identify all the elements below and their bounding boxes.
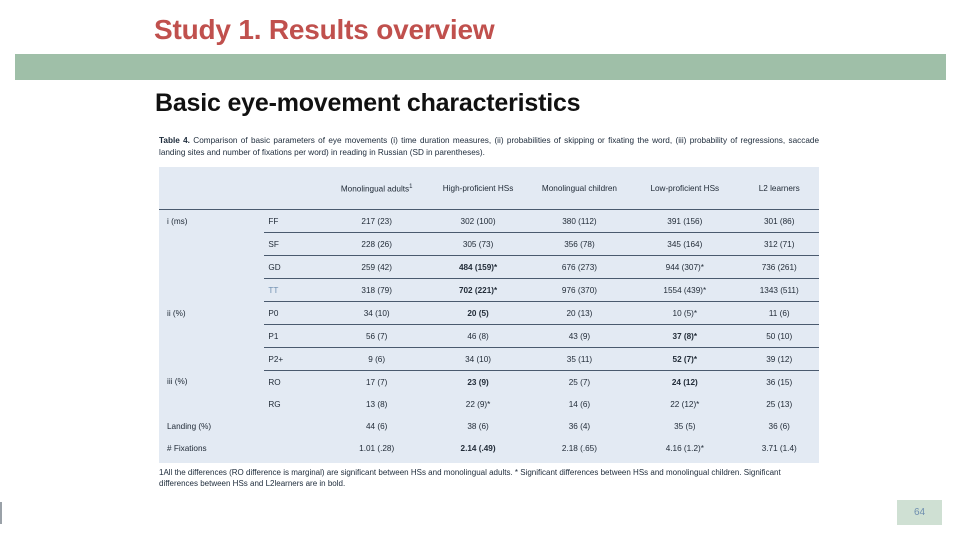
header-monolingual-adults-label: Monolingual adults	[340, 184, 410, 194]
table-cell: 4.16 (1.2)*	[665, 443, 704, 453]
header-measure	[264, 167, 326, 210]
table-cell: 2.14 (.49)	[460, 443, 496, 453]
group-label: ii (%)	[167, 308, 186, 318]
table-row	[159, 437, 819, 459]
table-cell: 36 (15)	[739, 371, 819, 394]
results-table-container	[159, 167, 819, 463]
table-footnote: 1All the differences (RO difference is marginal) are significant between HSs and monolingual adults. * Significant differences between HSs and monolingual children. Significant differences between HSs and L2learners are in bold.	[159, 468, 781, 488]
table-cell: 318 (79)	[326, 279, 427, 302]
table-cell: 736 (261)	[739, 256, 819, 279]
header-low-proficient-hss: Low-proficient HSs	[630, 167, 739, 210]
table-cell: 25 (13)	[766, 399, 793, 409]
table-cell: 34 (10)	[326, 302, 427, 325]
slide-title: Study 1. Results overview	[154, 14, 495, 45]
group-label: i (ms)	[167, 216, 188, 226]
table-cell: 35 (5)	[674, 421, 696, 431]
table-cell: 976 (370)	[529, 279, 630, 302]
measure-label: FF	[264, 210, 326, 233]
table-cell: 56 (7)	[326, 325, 427, 348]
table-cell: 2.18 (.65)	[561, 443, 597, 453]
table-row	[159, 393, 819, 415]
table-cell: 38 (6)	[467, 421, 489, 431]
table-cell: 302 (100)	[427, 210, 528, 233]
table-row	[159, 256, 819, 279]
table-row	[159, 348, 819, 371]
table-cell: 356 (78)	[529, 233, 630, 256]
table-row	[159, 279, 819, 302]
measure-label: TT	[264, 279, 326, 302]
table-cell: 46 (8)	[427, 325, 528, 348]
measure-label: GD	[264, 256, 326, 279]
measure-label: SF	[264, 233, 326, 256]
table-caption-label: Table 4.	[159, 136, 190, 145]
measure-label: P0	[264, 302, 326, 325]
table-cell: 702 (221)*	[427, 279, 528, 302]
table-cell: 20 (5)	[427, 302, 528, 325]
table-cell: 676 (273)	[529, 256, 630, 279]
table-caption	[159, 135, 819, 159]
table-cell: 380 (112)	[529, 210, 630, 233]
table-cell: 305 (73)	[427, 233, 528, 256]
table-cell: 11 (6)	[739, 302, 819, 325]
table-row	[159, 210, 819, 233]
header-group	[159, 167, 264, 210]
table-cell: 484 (159)*	[427, 256, 528, 279]
table-cell: 22 (9)*	[465, 399, 491, 409]
table-cell: 43 (9)	[529, 325, 630, 348]
table-cell: 10 (5)*	[630, 302, 739, 325]
group-label	[159, 325, 264, 348]
table-cell: 50 (10)	[739, 325, 819, 348]
table-cell: 17 (7)	[326, 371, 427, 394]
table-cell: 1343 (511)	[739, 279, 819, 302]
table-cell: 24 (12)	[630, 371, 739, 394]
measure-label: RO	[264, 371, 326, 394]
group-label: Landing (%)	[167, 421, 212, 431]
table-row	[159, 325, 819, 348]
table-cell: 1554 (439)*	[630, 279, 739, 302]
group-label	[159, 348, 264, 371]
table-cell: 3.71 (1.4)	[761, 443, 797, 453]
header-high-proficient-hss: High-proficient HSs	[427, 167, 528, 210]
table-cell: 228 (26)	[326, 233, 427, 256]
table-cell: 217 (23)	[326, 210, 427, 233]
table-cell: 9 (6)	[326, 348, 427, 371]
group-label	[159, 393, 264, 415]
table-cell: 22 (12)*	[670, 399, 700, 409]
measure-label: P1	[264, 325, 326, 348]
title-band	[15, 54, 946, 80]
group-label	[159, 279, 264, 302]
table-cell: 35 (11)	[529, 348, 630, 371]
table-cell: 39 (12)	[739, 348, 819, 371]
table-cell: 14 (6)	[568, 399, 591, 409]
measure-label	[264, 437, 326, 459]
table-row	[159, 233, 819, 256]
table-cell: 391 (156)	[630, 210, 739, 233]
table-cell: 345 (164)	[630, 233, 739, 256]
group-label	[159, 256, 264, 279]
left-edge-mark	[0, 502, 2, 524]
table-row	[159, 371, 819, 394]
measure-label: RG	[268, 399, 281, 409]
table-cell: 44 (6)	[365, 421, 388, 431]
header-l2-learners: L2 learners	[739, 167, 819, 210]
header-footnote-mark: 1	[409, 183, 413, 190]
table-cell: 34 (10)	[427, 348, 528, 371]
results-table	[159, 167, 819, 459]
section-subtitle: Basic eye-movement characteristics	[155, 89, 581, 117]
group-label: iii (%)	[167, 377, 188, 387]
table-cell: 20 (13)	[529, 302, 630, 325]
table-header-row	[159, 167, 819, 210]
table-cell: 36 (6)	[768, 421, 790, 431]
table-cell: 1.01 (.28)	[359, 443, 395, 453]
header-monolingual-adults	[326, 167, 427, 210]
table-cell: 36 (4)	[568, 421, 591, 431]
table-cell: 37 (8)*	[630, 325, 739, 348]
table-cell: 52 (7)*	[630, 348, 739, 371]
group-label	[159, 233, 264, 256]
header-monolingual-children: Monolingual children	[529, 167, 630, 210]
table-row	[159, 415, 819, 437]
table-cell: 23 (9)	[427, 371, 528, 394]
table-cell: 25 (7)	[529, 371, 630, 394]
table-row	[159, 302, 819, 325]
table-caption-text: Comparison of basic parameters of eye movements (i) time duration measures, (ii) probabilities of skipping or fixating the word, (iii) probability of regressions, saccade landing sites and number of fixations per word) in reading in Russian (SD in parentheses).	[159, 136, 819, 157]
measure-label: P2+	[264, 348, 326, 371]
page-number: 64	[897, 500, 942, 525]
measure-label	[264, 415, 326, 437]
table-cell: 944 (307)*	[630, 256, 739, 279]
table-cell: 13 (8)	[365, 399, 388, 409]
table-cell: 259 (42)	[326, 256, 427, 279]
group-label: # Fixations	[167, 443, 207, 453]
table-cell: 301 (86)	[739, 210, 819, 233]
table-cell: 312 (71)	[739, 233, 819, 256]
